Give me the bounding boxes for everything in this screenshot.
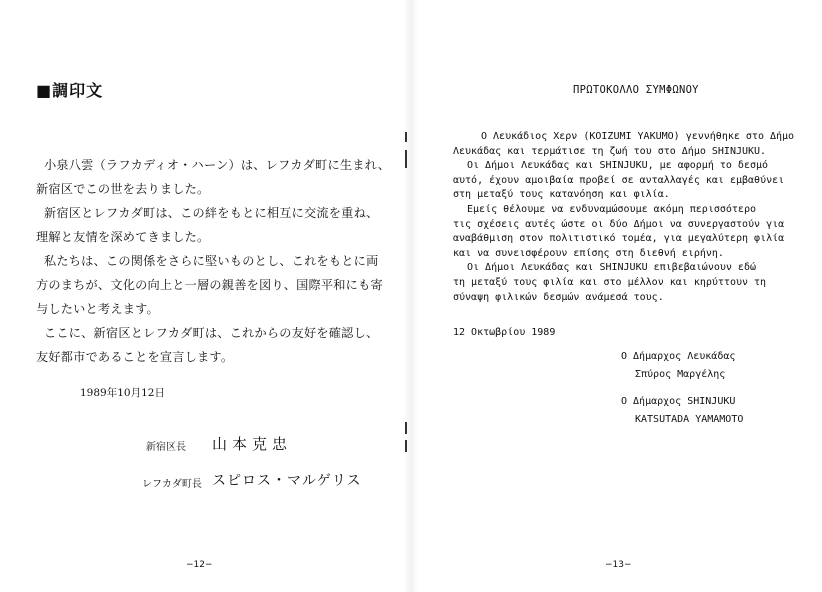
page-number: −12−: [186, 560, 213, 570]
paragraph-line: 与したいと考えます。: [36, 302, 159, 316]
document-title: ΠΡΩΤΟΚΟΛΛΟ ΣΥΜΦΩΝΟΥ: [573, 84, 699, 96]
page-number: −13−: [605, 560, 632, 570]
signatory-name: スピロス・マルゲリス: [212, 473, 362, 489]
text-line: Οι Δήμοι Λευκάδας και SHINJUKU, με αφορμή το δεσμό: [467, 160, 769, 172]
signatory-name: 山本克忠: [212, 435, 293, 453]
text-line: αυτό, έχουν αμοιβαία προβεί σε ανταλλαγές και εμβαθύνει: [453, 174, 785, 186]
page-heading: ■調印文: [36, 81, 104, 100]
text-line: τη μεταξύ τους φιλία και στο μέλλον και κηρύττουν τη: [453, 277, 767, 288]
text-line: και να συνεισφέρουν επίσης στη διεθνή ειρήνη.: [453, 247, 724, 259]
signatory-title: Ο Δήμαρχος Λευκάδας: [621, 351, 736, 362]
paragraph-line: 私たちは、この関係をさらに堅いものとし、これをもとに両: [44, 254, 379, 268]
paragraph-line: 新宿区でこの世を去りました。: [36, 182, 210, 196]
text-line: Οι Δήμοι Λευκάδας και SHINJUKU επιβεβαιώνουν εδώ: [467, 262, 756, 274]
right-page: [411, 0, 822, 592]
text-line: Ο Λευκάδιος Χερν (KOIZUMI YAKUMO) γεννήθηκε στο Δήμο: [481, 131, 795, 142]
document-date: 12 Οκτωβρίου 1989: [453, 327, 556, 338]
document-date: 1989年10月12日: [80, 387, 165, 399]
paragraph-line: 理解と友情を深めてきました。: [36, 230, 210, 244]
text-line: τις σχέσεις αυτές ώστε οι δύο Δήμοι να συνεργαστούν για: [453, 218, 785, 230]
signatory-name: Σπύρος Μαργέλης: [635, 369, 726, 380]
text-line: στη μεταξύ τους κατανόηση και φιλία.: [453, 189, 670, 201]
text-line: Εμείς θέλουμε να ενδυναμώσουμε ακόμη περισσότερο: [467, 204, 756, 215]
paragraph-line: 友好都市であることを宣言します。: [36, 350, 234, 364]
signatory-title: 新宿区長: [146, 442, 186, 453]
signatory-name: KATSUTADA YAMAMOTO: [635, 414, 744, 425]
paragraph-line: 方のまちが、文化の向上と一層の親善を図り、国際平和にも寄: [36, 278, 383, 292]
paragraph-line: 小泉八雲（ラフカディオ・ハーン）は、レフカダ町に生まれ、: [44, 158, 391, 172]
paragraph-line: 新宿区とレフカダ町は、この絆をもとに相互に交流を重ね、: [44, 206, 379, 220]
signatory-title: Ο Δήμαρχος SHINJUKU: [621, 396, 736, 407]
text-line: αναβάθμιση στον πολιτιστικό τομέα, για μεγαλύτερη φιλία: [453, 233, 785, 245]
text-line: Λευκάδας και τερμάτισε τη ζωή του στο Δήμο SHINJUKU.: [453, 145, 767, 157]
paragraph-line: ここに、新宿区とレフカダ町は、これからの友好を確認し、: [44, 326, 379, 340]
signatory-title: レフカダ町長: [142, 479, 202, 490]
text-line: σύναψη φιλικών δεσμών ανάμεσά τους.: [453, 291, 664, 303]
